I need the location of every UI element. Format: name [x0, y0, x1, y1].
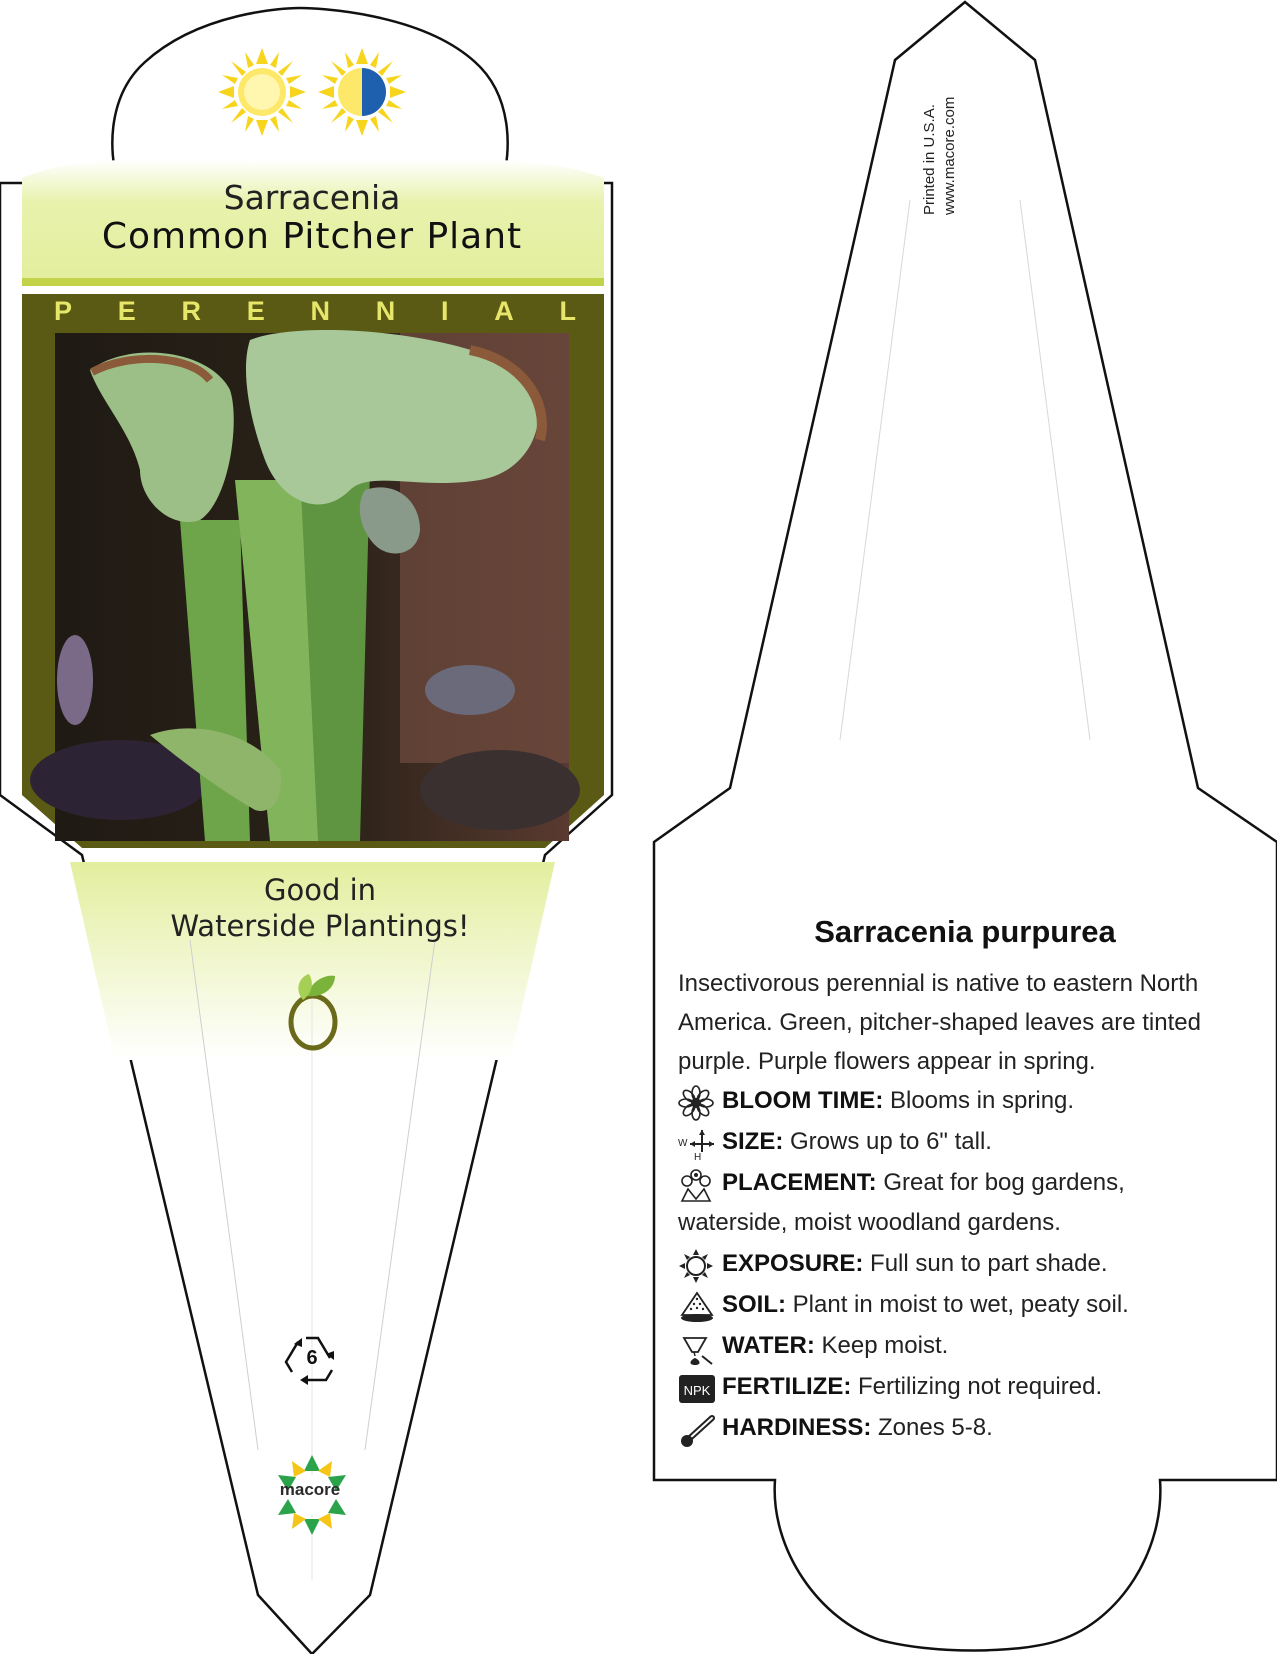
attr-hardiness [678, 1408, 1238, 1448]
category-perennial [22, 296, 608, 326]
brand-name: macore [279, 1480, 341, 1499]
tagline-line: Good in [263, 873, 377, 907]
npk-label: NPK [683, 1382, 711, 1398]
plant-genus: Sarracenia [223, 178, 401, 217]
part-sun-icon [318, 48, 406, 136]
category-letter: E [117, 296, 136, 326]
attr-label: SOIL: [722, 1291, 786, 1318]
attr-label: PLACEMENT: [722, 1169, 877, 1196]
attr-placement [678, 1163, 1238, 1242]
soil-icon [678, 1286, 722, 1325]
attr-value: Plant in moist to wet, peaty soil. [792, 1291, 1129, 1318]
attr-water [678, 1326, 1238, 1366]
attr-value: Keep moist. [821, 1332, 949, 1359]
attr-label: WATER: [722, 1332, 815, 1359]
placement-icon [678, 1164, 722, 1203]
attr-value: Full sun to part shade. [870, 1250, 1108, 1277]
category-letter: R [181, 296, 201, 326]
website: www.macore.com [941, 96, 958, 215]
attr-value: Grows up to 6" tall. [790, 1128, 992, 1155]
attr-exposure [678, 1244, 1238, 1284]
thermometer-icon [678, 1409, 722, 1448]
category-letter: A [494, 296, 514, 326]
npk-icon [678, 1368, 722, 1407]
category-letter: I [440, 296, 449, 326]
flower-icon [678, 1082, 722, 1121]
attr-soil [678, 1285, 1238, 1325]
tagline [120, 872, 520, 944]
sun-outline-icon [678, 1245, 722, 1284]
attr-fertilize [678, 1367, 1238, 1407]
title-band-stripe [22, 278, 604, 286]
printed-info [920, 45, 1000, 215]
plant-common-name: Common Pitcher Plant [101, 216, 523, 257]
attr-bloom-time [678, 1081, 1238, 1121]
recycle-code: 6 [306, 1347, 318, 1369]
attr-value: Zones 5-8. [878, 1414, 993, 1441]
plant-photo [30, 330, 580, 841]
category-letter: N [375, 296, 396, 326]
full-sun-icon [218, 48, 306, 136]
category-letter: P [54, 296, 73, 326]
attr-label: BLOOM TIME: [722, 1087, 884, 1114]
attr-size [678, 1122, 1238, 1162]
category-letter: L [559, 296, 576, 326]
attr-label: SIZE: [722, 1128, 784, 1155]
size-arrows-icon [678, 1123, 722, 1162]
attr-value: Fertilizing not required. [858, 1373, 1103, 1400]
tagline-line: Waterside Plantings! [170, 909, 470, 943]
watering-can-icon [678, 1327, 722, 1366]
plant-description: Insectivorous perennial is native to eastern North America. Green, pitcher-shaped leaves are tinted purple. Purple flowers appear in spring. [678, 970, 1201, 1075]
size-h-label: H [694, 1151, 702, 1162]
printed-in: Printed in U.S.A. [921, 104, 938, 215]
attr-value: Blooms in spring. [889, 1087, 1075, 1114]
attr-label: EXPOSURE: [722, 1250, 864, 1277]
attr-label: HARDINESS: [722, 1414, 872, 1441]
attr-value: Great for bog gardens, waterside, moist woodland gardens. [678, 1169, 1125, 1237]
size-w-label: W [678, 1137, 688, 1149]
scientific-name: Sarracenia purpurea [814, 914, 1116, 949]
category-letter: N [310, 296, 330, 326]
attr-label: FERTILIZE: [722, 1373, 852, 1400]
category-letter: E [246, 296, 265, 326]
